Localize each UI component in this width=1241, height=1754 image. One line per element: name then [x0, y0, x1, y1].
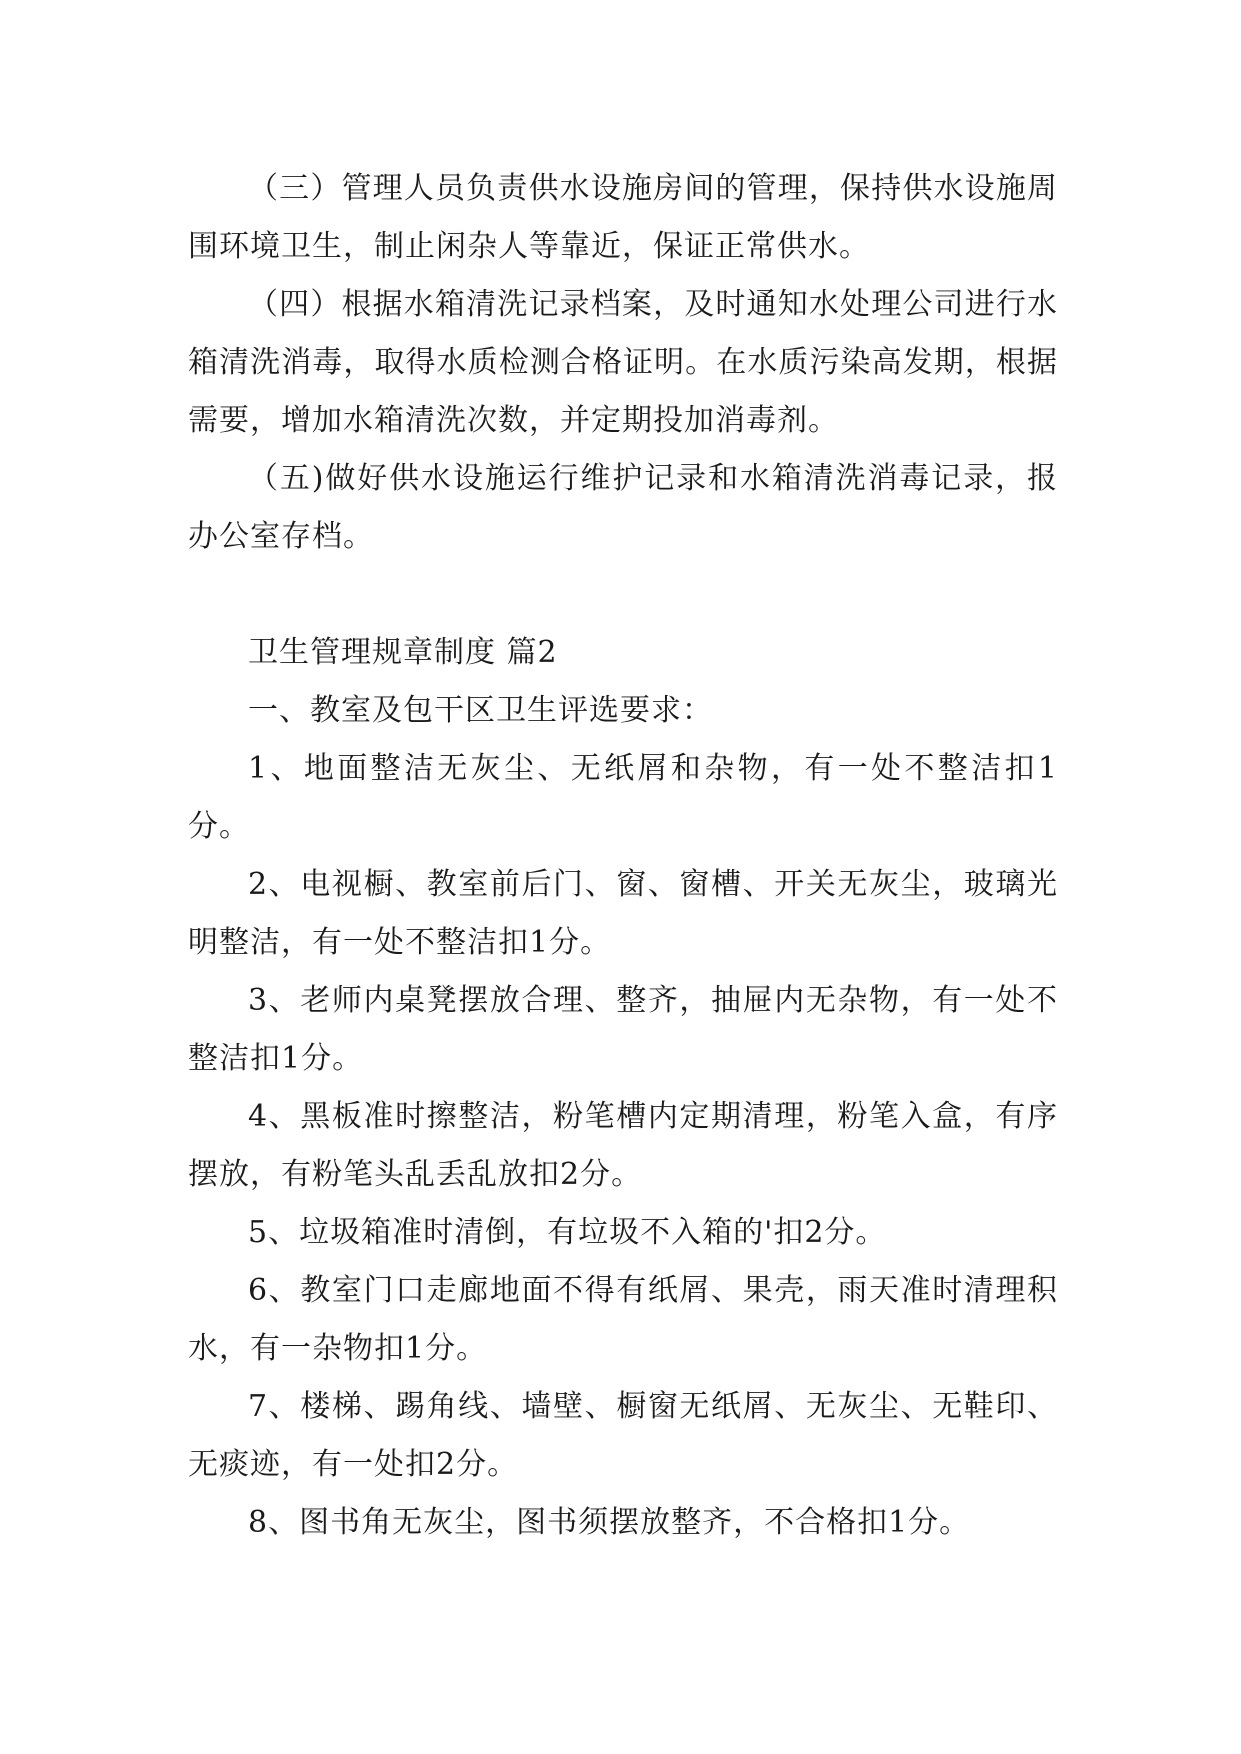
rule-item-4: 4、黑板准时擦整洁，粉笔槽内定期清理，粉笔入盒，有序摆放，有粉笔头乱丢乱放扣2分。: [188, 1099, 1058, 1192]
section-subtitle: 一、教室及包干区卫生评选要求：: [248, 693, 713, 728]
rule-item-5: 5、垃圾箱准时清倒，有垃圾不入箱的'扣2分。: [248, 1215, 887, 1250]
document-body: [188, 160, 1058, 1552]
rule-item-3: 3、老师内桌凳摆放合理、整齐，抽屉内无杂物，有一处不整洁扣1分。: [188, 983, 1058, 1076]
rule-item-1: 1、地面整洁无灰尘、无纸屑和杂物，有一处不整洁扣1分。: [188, 751, 1058, 844]
rule-item-2: 2、电视橱、教室前后门、窗、窗槽、开关无灰尘，玻璃光明整洁，有一处不整洁扣1分。: [188, 867, 1058, 960]
rule-item-6: 6、教室门口走廊地面不得有纸屑、果壳，雨天准时清理积水，有一杂物扣1分。: [188, 1273, 1058, 1366]
paragraph-tank-cleaning: （四）根据水箱清洗记录档案，及时通知水处理公司进行水箱清洗消毒，取得水质检测合格证明。在水质污染高发期，根据需要，增加水箱清洗次数，并定期投加消毒剂。: [188, 287, 1058, 438]
rule-item-8: 8、图书角无灰尘，图书须摆放整齐，不合格扣1分。: [248, 1505, 971, 1540]
rule-item-7: 7、楼梯、踢角线、墙壁、橱窗无纸屑、无灰尘、无鞋印、无痰迹，有一处扣2分。: [188, 1389, 1058, 1482]
section-title: 卫生管理规章制度 篇2: [248, 635, 558, 670]
paragraph-maintenance-records: （五)做好供水设施运行维护记录和水箱清洗消毒记录，报办公室存档。: [188, 461, 1058, 554]
paragraph-water-facility-management: （三）管理人员负责供水设施房间的管理，保持供水设施周围环境卫生，制止闲杂人等靠近，保证正常供水。: [188, 171, 1058, 264]
section-spacer: [188, 566, 1058, 624]
